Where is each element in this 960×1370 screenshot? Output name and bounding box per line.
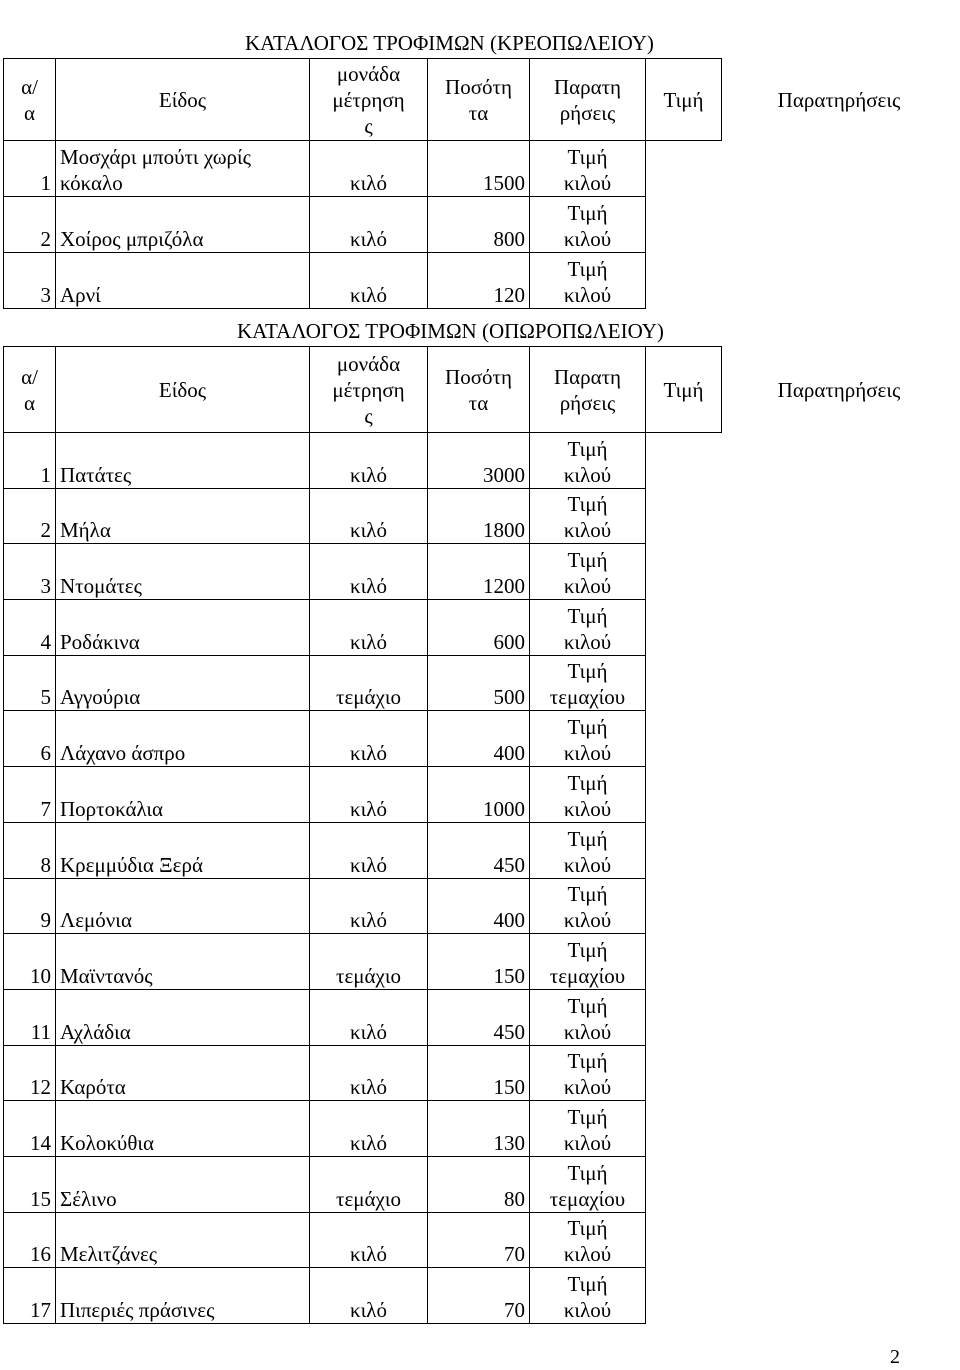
row-index: 16 xyxy=(4,1212,56,1268)
row-index: 17 xyxy=(4,1268,56,1324)
row-quantity: 130 xyxy=(428,1101,530,1157)
row-price-cell xyxy=(646,934,722,990)
row-remarks-cell xyxy=(722,1045,957,1101)
row-quantity: 500 xyxy=(428,655,530,711)
header-price: Τιμή xyxy=(646,347,722,433)
table-row xyxy=(4,544,957,600)
page-number: 2 xyxy=(890,1346,900,1368)
row-quantity: 70 xyxy=(428,1268,530,1324)
row-index: 15 xyxy=(4,1156,56,1212)
row-item: Λεμόνια xyxy=(56,878,310,934)
row-price-cell xyxy=(646,1101,722,1157)
row-remarks-cell xyxy=(722,600,957,656)
row-item: Μαϊντανός xyxy=(56,934,310,990)
row-price-unit: Τιμή κιλού xyxy=(530,544,646,600)
row-quantity: 150 xyxy=(428,934,530,990)
table-row xyxy=(4,600,957,656)
row-item: Χοίρος μπριζόλα xyxy=(56,197,310,253)
row-unit: τεμάχιο xyxy=(310,934,428,990)
row-index: 12 xyxy=(4,1045,56,1101)
header-index: α/ α xyxy=(4,59,56,141)
table-row xyxy=(4,141,957,197)
row-unit: κιλό xyxy=(310,878,428,934)
row-item: Ροδάκινα xyxy=(56,600,310,656)
row-item: Καρότα xyxy=(56,1045,310,1101)
row-item: Λάχανο άσπρο xyxy=(56,711,310,767)
table-row xyxy=(4,767,957,823)
row-price-unit: Τιμή κιλού xyxy=(530,822,646,878)
table-row xyxy=(4,655,957,711)
row-index: 1 xyxy=(4,433,56,489)
header-quantity: Ποσότη τα xyxy=(428,59,530,141)
row-quantity: 1800 xyxy=(428,488,530,544)
row-remarks-cell xyxy=(722,1156,957,1212)
row-price-cell xyxy=(646,1156,722,1212)
row-item: Αρνί xyxy=(56,253,310,309)
row-price-unit: Τιμή κιλού xyxy=(530,1268,646,1324)
row-unit: κιλό xyxy=(310,767,428,823)
row-remarks-cell xyxy=(722,822,957,878)
catalog-table xyxy=(3,58,957,309)
row-unit: κιλό xyxy=(310,141,428,197)
row-price-cell xyxy=(646,600,722,656)
table-row xyxy=(4,1045,957,1101)
row-remarks-cell xyxy=(722,433,957,489)
catalog-title: ΚΑΤΑΛΟΓΟΣ ΤΡΟΦΙΜΩΝ (ΚΡΕΟΠΩΛΕΙΟΥ) xyxy=(245,31,654,55)
row-quantity: 600 xyxy=(428,600,530,656)
row-price-cell xyxy=(646,1212,722,1268)
row-item: Μελιτζάνες xyxy=(56,1212,310,1268)
row-quantity: 400 xyxy=(428,878,530,934)
row-item: Μοσχάρι μπούτι χωρίς κόκαλο xyxy=(56,141,310,197)
row-price-cell xyxy=(646,433,722,489)
row-index: 10 xyxy=(4,934,56,990)
row-unit: κιλό xyxy=(310,253,428,309)
row-index: 6 xyxy=(4,711,56,767)
row-unit: κιλό xyxy=(310,1101,428,1157)
row-remarks-cell xyxy=(722,544,957,600)
row-remarks-cell xyxy=(722,711,957,767)
row-price-cell xyxy=(646,989,722,1045)
row-item: Μήλα xyxy=(56,488,310,544)
row-quantity: 150 xyxy=(428,1045,530,1101)
row-remarks-cell xyxy=(722,655,957,711)
row-remarks-cell xyxy=(722,488,957,544)
row-price-unit: Τιμή κιλού xyxy=(530,488,646,544)
catalog-title: ΚΑΤΑΛΟΓΟΣ ΤΡΟΦΙΜΩΝ (ΟΠΩΡΟΠΩΛΕΙΟΥ) xyxy=(237,319,664,343)
row-item: Πιπεριές πράσινες xyxy=(56,1268,310,1324)
row-quantity: 400 xyxy=(428,711,530,767)
row-price-unit: Τιμή τεμαχίου xyxy=(530,1156,646,1212)
row-price-unit: Τιμή κιλού xyxy=(530,1101,646,1157)
row-quantity: 450 xyxy=(428,822,530,878)
table-row xyxy=(4,1268,957,1324)
row-item: Πατάτες xyxy=(56,433,310,489)
row-price-cell xyxy=(646,253,722,309)
header-remarks: Παρατηρήσεις xyxy=(777,87,901,112)
row-index: 9 xyxy=(4,878,56,934)
row-remarks-cell xyxy=(722,767,957,823)
row-unit: κιλό xyxy=(310,197,428,253)
row-quantity: 1000 xyxy=(428,767,530,823)
row-quantity: 800 xyxy=(428,197,530,253)
row-index: 2 xyxy=(4,197,56,253)
header-index: α/ α xyxy=(4,347,56,433)
row-price-unit: Τιμή κιλού xyxy=(530,878,646,934)
header-price: Τιμή xyxy=(646,59,722,141)
row-price-cell xyxy=(646,141,722,197)
header-notes: Παρατη ρήσεις xyxy=(530,59,646,141)
row-price-cell xyxy=(646,711,722,767)
row-index: 2 xyxy=(4,488,56,544)
row-item: Κρεμμύδια Ξερά xyxy=(56,822,310,878)
row-index: 14 xyxy=(4,1101,56,1157)
row-item: Σέλινο xyxy=(56,1156,310,1212)
table-row xyxy=(4,197,957,253)
row-price-cell xyxy=(646,1045,722,1101)
row-quantity: 1500 xyxy=(428,141,530,197)
row-unit: κιλό xyxy=(310,711,428,767)
row-unit: κιλό xyxy=(310,1212,428,1268)
row-remarks-cell xyxy=(722,1268,957,1324)
row-quantity: 70 xyxy=(428,1212,530,1268)
row-item: Ντομάτες xyxy=(56,544,310,600)
table-row xyxy=(4,433,957,489)
row-quantity: 450 xyxy=(428,989,530,1045)
table-row xyxy=(4,711,957,767)
catalog-table xyxy=(3,346,957,1324)
row-price-unit: Τιμή κιλού xyxy=(530,989,646,1045)
table-row xyxy=(4,253,957,309)
table-row xyxy=(4,822,957,878)
row-item: Πορτοκάλια xyxy=(56,767,310,823)
header-quantity: Ποσότη τα xyxy=(428,347,530,433)
row-unit: κιλό xyxy=(310,600,428,656)
row-index: 11 xyxy=(4,989,56,1045)
row-price-unit: Τιμή κιλού xyxy=(530,767,646,823)
header-unit: μονάδα μέτρηση ς xyxy=(310,347,428,433)
row-unit: κιλό xyxy=(310,544,428,600)
header-remarks: Παρατηρήσεις xyxy=(777,377,901,402)
row-price-cell xyxy=(646,655,722,711)
row-quantity: 3000 xyxy=(428,433,530,489)
header-item: Είδος xyxy=(56,347,310,433)
header-notes: Παρατη ρήσεις xyxy=(530,347,646,433)
row-price-cell xyxy=(646,197,722,253)
row-index: 1 xyxy=(4,141,56,197)
row-unit: τεμάχιο xyxy=(310,1156,428,1212)
row-unit: κιλό xyxy=(310,822,428,878)
row-price-unit: Τιμή κιλού xyxy=(530,141,646,197)
row-unit: κιλό xyxy=(310,989,428,1045)
table-row xyxy=(4,1156,957,1212)
row-index: 8 xyxy=(4,822,56,878)
row-remarks-cell xyxy=(722,934,957,990)
table-row xyxy=(4,989,957,1045)
row-unit: τεμάχιο xyxy=(310,655,428,711)
row-price-unit: Τιμή κιλού xyxy=(530,600,646,656)
row-price-cell xyxy=(646,488,722,544)
row-item: Αγγούρια xyxy=(56,655,310,711)
row-index: 3 xyxy=(4,253,56,309)
row-price-cell xyxy=(646,1268,722,1324)
row-price-unit: Τιμή κιλού xyxy=(530,433,646,489)
row-price-unit: Τιμή κιλού xyxy=(530,711,646,767)
table-row xyxy=(4,1101,957,1157)
row-remarks-cell xyxy=(722,253,957,309)
row-remarks-cell xyxy=(722,1212,957,1268)
row-quantity: 1200 xyxy=(428,544,530,600)
row-quantity: 120 xyxy=(428,253,530,309)
row-remarks-cell xyxy=(722,197,957,253)
row-price-unit: Τιμή κιλού xyxy=(530,197,646,253)
row-price-cell xyxy=(646,878,722,934)
row-price-cell xyxy=(646,544,722,600)
row-index: 3 xyxy=(4,544,56,600)
row-price-unit: Τιμή τεμαχίου xyxy=(530,655,646,711)
row-unit: κιλό xyxy=(310,488,428,544)
row-item: Κολοκύθια xyxy=(56,1101,310,1157)
row-remarks-cell xyxy=(722,1101,957,1157)
row-index: 5 xyxy=(4,655,56,711)
row-unit: κιλό xyxy=(310,433,428,489)
table-row xyxy=(4,488,957,544)
row-price-unit: Τιμή κιλού xyxy=(530,1212,646,1268)
table-row xyxy=(4,934,957,990)
table-header-row xyxy=(4,347,957,433)
table-row xyxy=(4,878,957,934)
row-price-unit: Τιμή κιλού xyxy=(530,1045,646,1101)
row-remarks-cell xyxy=(722,878,957,934)
row-price-cell xyxy=(646,822,722,878)
row-remarks-cell xyxy=(722,141,957,197)
row-price-unit: Τιμή κιλού xyxy=(530,253,646,309)
table-row xyxy=(4,1212,957,1268)
row-unit: κιλό xyxy=(310,1268,428,1324)
row-remarks-cell xyxy=(722,989,957,1045)
row-price-cell xyxy=(646,767,722,823)
row-unit: κιλό xyxy=(310,1045,428,1101)
header-unit: μονάδα μέτρηση ς xyxy=(310,59,428,141)
row-price-unit: Τιμή τεμαχίου xyxy=(530,934,646,990)
row-quantity: 80 xyxy=(428,1156,530,1212)
row-index: 7 xyxy=(4,767,56,823)
header-item: Είδος xyxy=(56,59,310,141)
table-header-row xyxy=(4,59,957,141)
row-index: 4 xyxy=(4,600,56,656)
row-item: Αχλάδια xyxy=(56,989,310,1045)
